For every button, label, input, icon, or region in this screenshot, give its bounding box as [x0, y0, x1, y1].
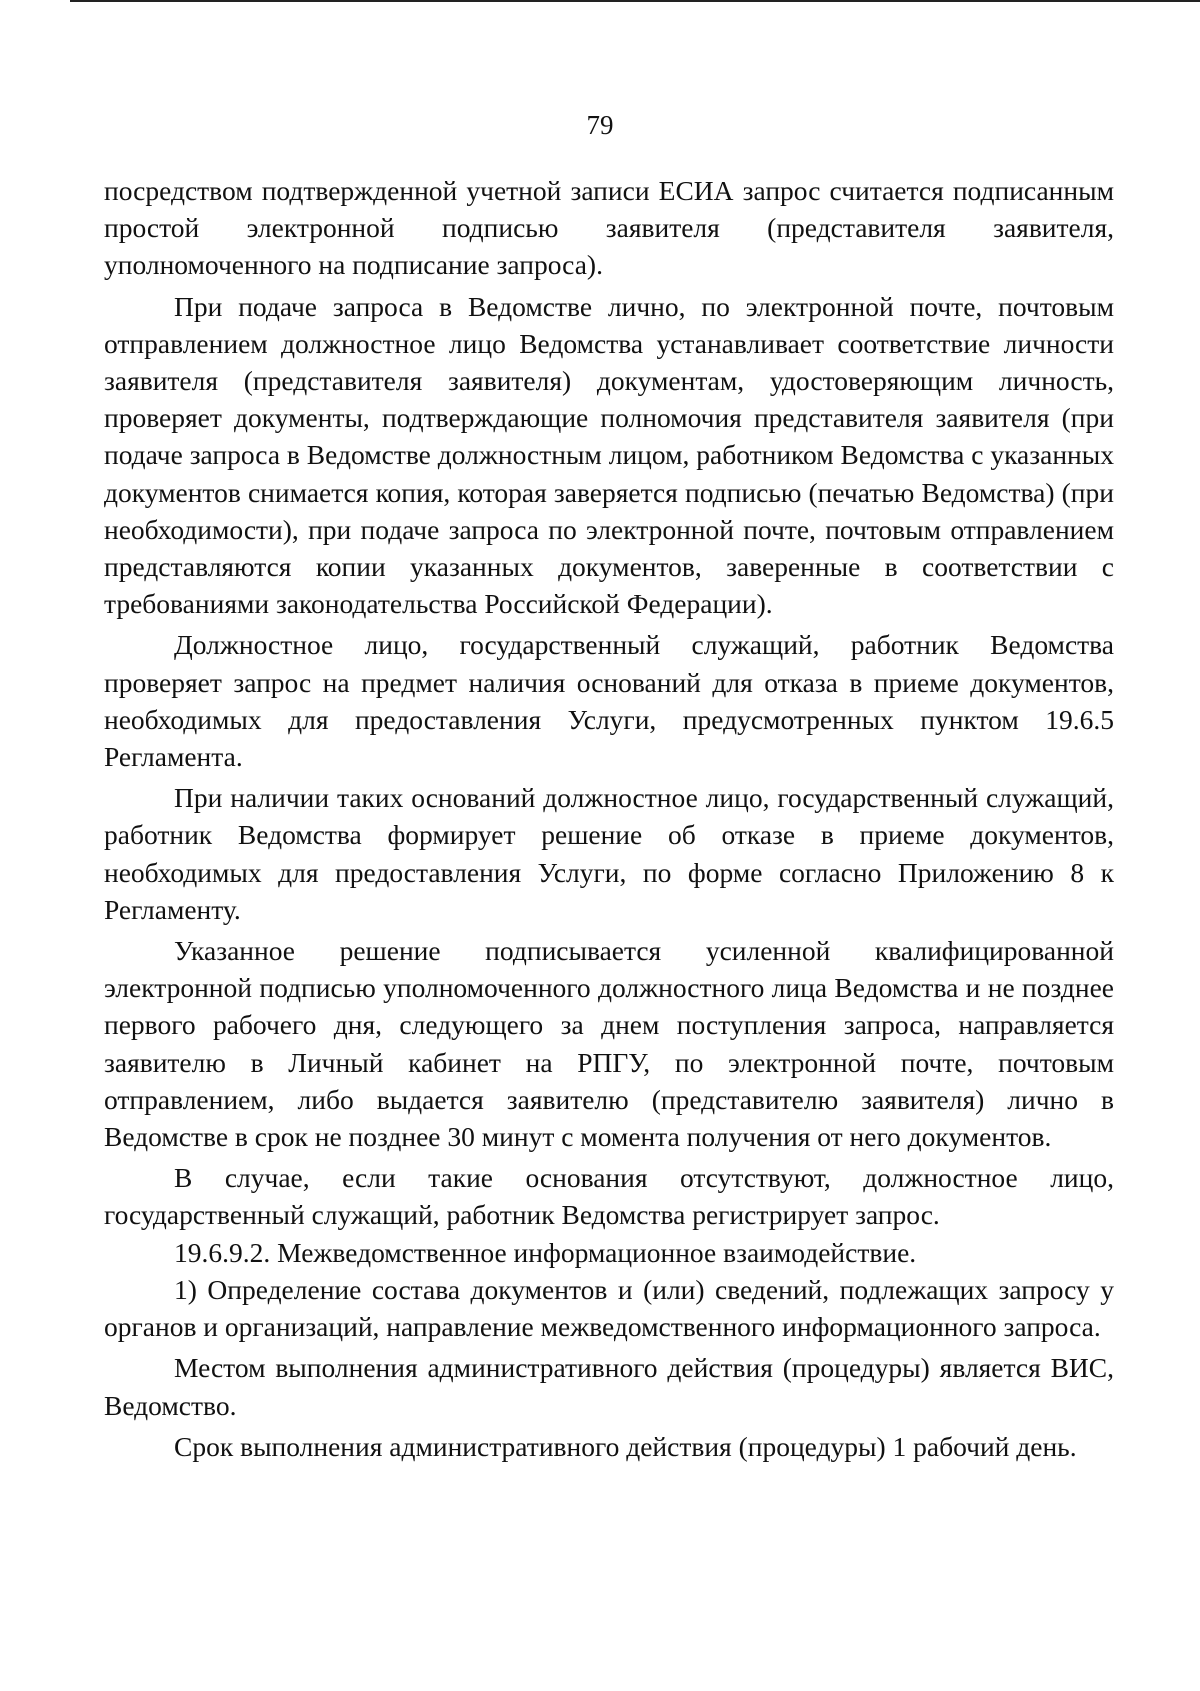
paragraph-action-deadline: Срок выполнения административного действия (процедуры) 1 рабочий день. — [174, 1430, 1077, 1462]
section-heading-19-6-9-2: 19.6.9.2. Межведомственное информационное взаимодействие. — [174, 1236, 917, 1268]
paragraph-continuation: посредством подтвержденной учетной записи ЕСИА запрос считается подписанным простой электронной подписью заявителя (представителя заявителя, уполномоченного на подписание запроса). — [104, 175, 1114, 281]
paragraph-official-verifies: Должностное лицо, государственный служащий, работник Ведомства проверяет запрос на предмет наличия оснований для отказа в приеме документов, необходимых для предоставления Услуги, предусмотренных пунктом 19.6.5 Регламента. — [104, 629, 1114, 773]
paragraph-place-of-action: Местом выполнения административного действия (процедуры) является ВИС, Ведомство. — [104, 1352, 1114, 1421]
paragraph-submission-check: При подаче запроса в Ведомстве лично, по электронной почте, почтовым отправлением должностное лицо Ведомства устанавливает соответствие личности заявителя (представителя заявителя) документам, удостоверяющим личность, проверяет документы, подтверждающие полномочия представителя заявителя (при подаче запроса в Ведомстве должностным лицом, работником Ведомства с указанных документов снимается копия, которая заверяется подписью (печатью Ведомства) (при необходимости), при подаче запроса по электронной почте, почтовым отправлением представляются копии указанных документов, заверенные в соответствии с требованиями законодательства Российской Федерации). — [104, 290, 1114, 620]
document-body — [104, 172, 1114, 1465]
paragraph-interagency-request: 1) Определение состава документов и (или) сведений, подлежащих запросу у органов и организаций, направление межведомственного информационного запроса. — [104, 1273, 1114, 1343]
paragraph-decision-signing: Указанное решение подписывается усиленной квалифицированной электронной подписью уполномоченного должностного лица Ведомства и не позднее первого рабочего дня, следующего за днем поступления запроса, направляется заявителю в Личный кабинет на РПГУ, по электронной почте, почтовым отправлением, либо выдается заявителю (представителю заявителя) лично в Ведомстве в срок не позднее 30 минут с момента получения от него документов. — [104, 935, 1114, 1153]
paragraph-registration: В случае, если такие основания отсутствуют, должностное лицо, государственный служащий, работник Ведомства регистрирует запрос. — [104, 1162, 1114, 1231]
page-number: 79 — [586, 110, 614, 140]
scan-top-edge — [70, 0, 1200, 2]
paragraph-refusal-grounds: При наличии таких оснований должностное лицо, государственный служащий, работник Ведомства формирует решение об отказе в приеме документов, необходимых для предоставления Услуги, по форме согласно Приложению 8 к Регламенту. — [104, 782, 1114, 925]
